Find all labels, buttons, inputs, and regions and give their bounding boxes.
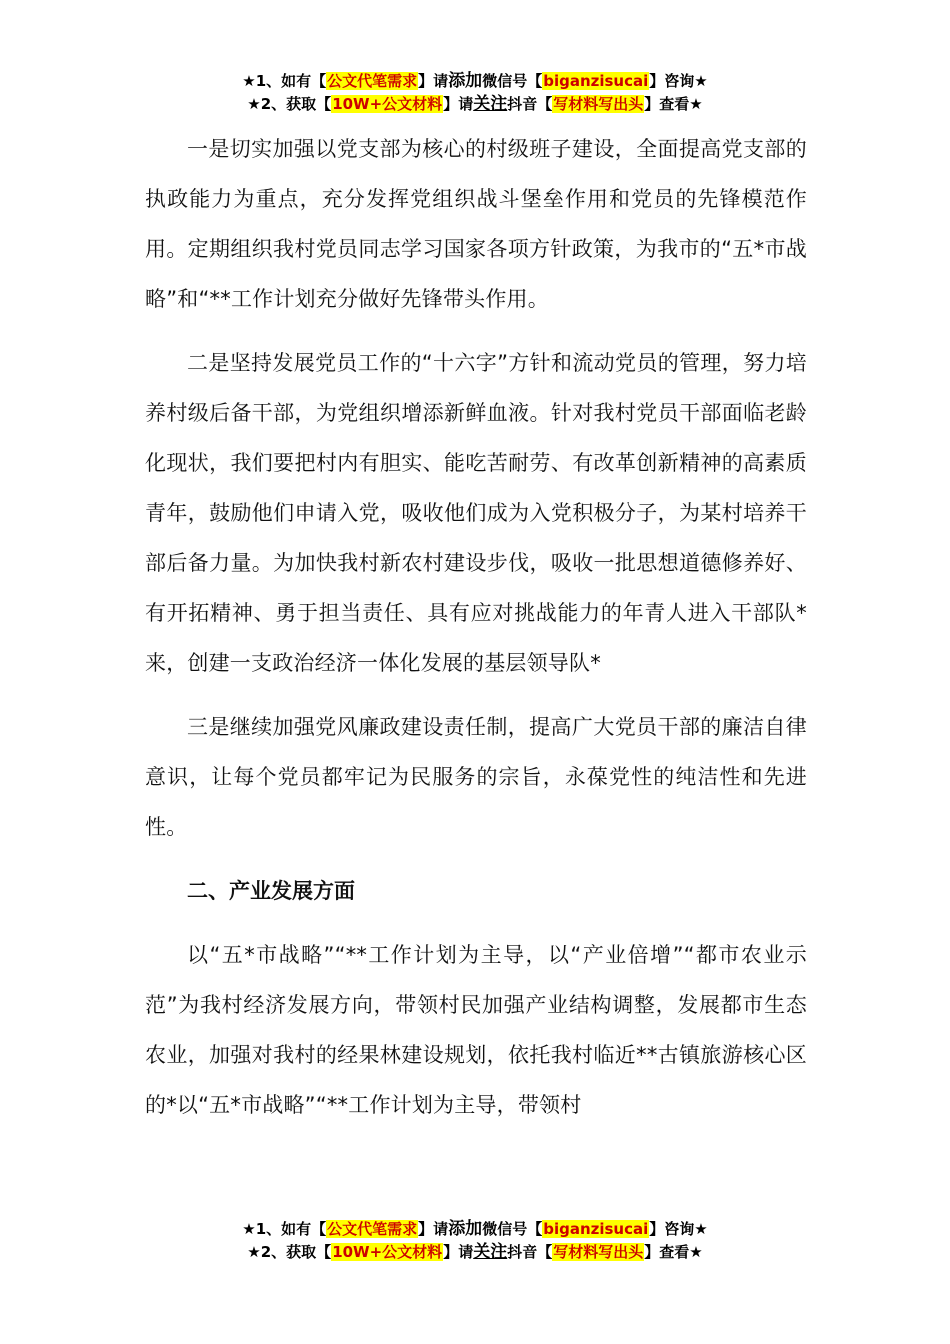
banner-emphasis: 关注 xyxy=(473,1242,508,1262)
banner-text: 】咨询★ xyxy=(649,1220,708,1238)
document-body xyxy=(145,124,807,1144)
banner-text: 抖音【 xyxy=(507,95,553,113)
banner-emphasis: 添加 xyxy=(448,71,483,91)
banner-text: 微信号【 xyxy=(482,1220,543,1238)
paragraph-2: 二是坚持发展党员工作的“十六字”方针和流动党员的管理，努力培养村级后备干部，为党组织增添新鲜血液。针对我村党员干部面临老龄化现状，我们要把村内有胆实、能吃苦耐劳、有改革创新精神的高素质青年，鼓励他们申请入党，吸收他们成为入党积极分子，为某村培养干部后备力量。为加快我村新农村建设步伐，吸收一批思想道德修养好、有开拓精神、勇于担当责任、具有应对挑战能力的年青人进入干部队*来，创建一支政治经济一体化发展的基层领导队* xyxy=(145,351,807,675)
banner-emphasis: 关注 xyxy=(473,94,508,114)
banner-highlight: 10W+公文材料 xyxy=(332,1243,443,1261)
banner-line-1 xyxy=(0,1218,950,1241)
banner-text: 】请 xyxy=(443,95,474,113)
banner-text: 】咨询★ xyxy=(649,72,708,90)
banner-highlight: 公文代笔需求 xyxy=(327,72,418,90)
banner-highlight: 公文代笔需求 xyxy=(327,1220,418,1238)
paragraph-3: 三是继续加强党风廉政建设责任制，提高广大党员干部的廉洁自律意识，让每个党员都牢记为民服务的宗旨，永葆党性的纯洁性和先进性。 xyxy=(145,715,807,839)
banner-highlight: biganzisucai xyxy=(543,72,649,90)
banner-text: 抖音【 xyxy=(507,1243,553,1261)
banner-text: ★1、如有【 xyxy=(242,1220,327,1238)
paragraph-1: 一是切实加强以党支部为核心的村级班子建设，全面提高党支部的执政能力为重点，充分发挥党组织战斗堡垒作用和党员的先锋模范作用。定期组织我村党员同志学习国家各项方针政策，为我市的“五*市战略”和“**工作计划充分做好先锋带头作用。 xyxy=(145,137,807,311)
banner-text: 】查看★ xyxy=(644,1243,703,1261)
banner-text: ★2、获取【 xyxy=(247,95,332,113)
banner-text: 】请 xyxy=(418,72,449,90)
banner-line-2 xyxy=(0,1241,950,1264)
banner-line-2 xyxy=(0,93,950,116)
paragraph-4: 以“五*市战略”“**工作计划为主导，以“产业倍增”“都市农业示范”为我村经济发展方向，带领村民加强产业结构调整，发展都市生态农业，加强对我村的经果林建设规划，依托我村临近**古镇旅游核心区的*以“五*市战略”“**工作计划为主导，带领村 xyxy=(145,943,807,1117)
banner-emphasis: 添加 xyxy=(448,1219,483,1239)
banner-text: 微信号【 xyxy=(482,72,543,90)
banner-line-1 xyxy=(0,70,950,93)
banner-highlight: biganzisucai xyxy=(543,1220,649,1238)
banner-text: ★2、获取【 xyxy=(247,1243,332,1261)
header-banner xyxy=(0,70,950,116)
footer-banner xyxy=(0,1218,950,1264)
banner-highlight: 写材料写出头 xyxy=(553,1243,644,1261)
banner-text: 】查看★ xyxy=(644,95,703,113)
section-heading: 二、产业发展方面 xyxy=(187,879,355,903)
banner-text: ★1、如有【 xyxy=(242,72,327,90)
banner-text: 】请 xyxy=(443,1243,474,1261)
banner-text: 】请 xyxy=(418,1220,449,1238)
banner-highlight: 写材料写出头 xyxy=(553,95,644,113)
banner-highlight: 10W+公文材料 xyxy=(332,95,443,113)
